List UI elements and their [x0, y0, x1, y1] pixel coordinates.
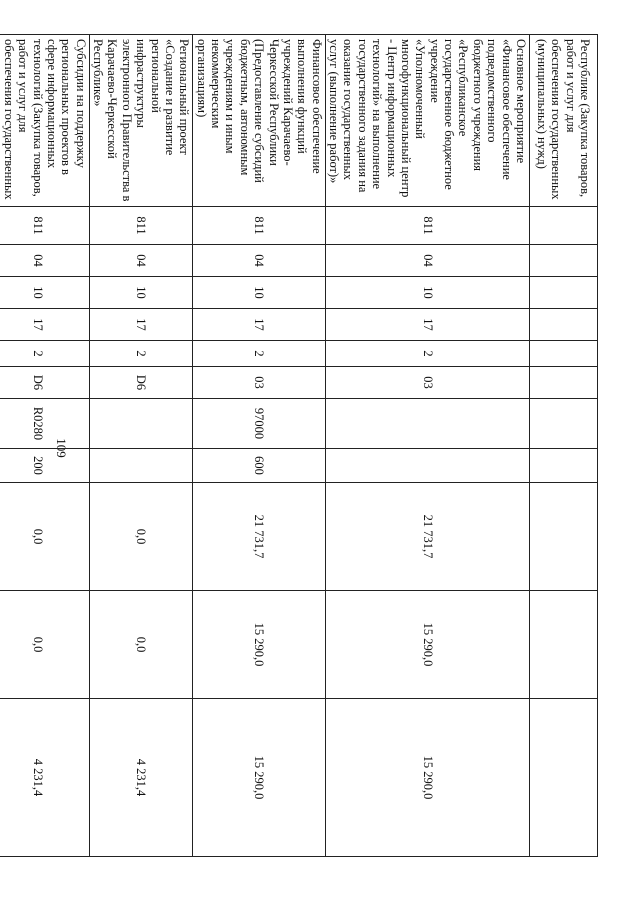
cell-section — [530, 245, 598, 277]
cell-ministry — [530, 207, 598, 245]
cell-dir: 97000 — [193, 399, 325, 449]
table-row — [89, 35, 193, 857]
cell-y1: 21 731,7 — [325, 483, 529, 591]
cell-dir — [89, 399, 193, 449]
cell-dir — [530, 399, 598, 449]
cell-subsection: 10 — [89, 277, 193, 309]
cell-subprog: 2 — [0, 341, 89, 367]
cell-y1: 0,0 — [89, 483, 193, 591]
cell-section: 04 — [325, 245, 529, 277]
cell-kvr: 200 — [0, 449, 89, 483]
cell-kvr — [325, 449, 529, 483]
table-row — [325, 35, 529, 857]
cell-subsection — [530, 277, 598, 309]
cell-ministry: 811 — [89, 207, 193, 245]
cell-subprog: 2 — [89, 341, 193, 367]
table-row — [193, 35, 325, 857]
cell-y3: 15 290,0 — [193, 699, 325, 857]
cell-y2 — [530, 591, 598, 699]
cell-main — [530, 367, 598, 399]
cell-section: 04 — [89, 245, 193, 277]
cell-subprog: 2 — [325, 341, 529, 367]
cell-ministry: 811 — [0, 207, 89, 245]
cell-kvr: 600 — [193, 449, 325, 483]
cell-dir — [325, 399, 529, 449]
cell-main: 03 — [325, 367, 529, 399]
cell-kvr — [530, 449, 598, 483]
cell-name: Региональный проект «Создание и развитие региональной инфраструктуры электронного Правительства в Карачаево-Черкесской Республике» — [89, 35, 193, 207]
cell-prog: 17 — [193, 309, 325, 341]
cell-main: 03 — [193, 367, 325, 399]
cell-subprog: 2 — [193, 341, 325, 367]
cell-prog — [530, 309, 598, 341]
cell-y3: 15 290,0 — [325, 699, 529, 857]
cell-y2: 0,0 — [89, 591, 193, 699]
budget-table — [0, 34, 598, 857]
cell-name: Финансовое обеспечение выполнения функций учреждений Карачаево-Черкесской Республики (Предоставление субсидий бюджетным, автономным учреждениям и иным некоммерческим организациям) — [193, 35, 325, 207]
cell-subsection: 10 — [325, 277, 529, 309]
cell-y2: 15 290,0 — [325, 591, 529, 699]
cell-ministry: 811 — [193, 207, 325, 245]
page-number: 109 — [53, 438, 69, 458]
table-row — [0, 35, 89, 857]
cell-y3: 4 231,4 — [0, 699, 89, 857]
cell-prog: 17 — [89, 309, 193, 341]
cell-subsection: 10 — [193, 277, 325, 309]
cell-y1: 21 731,7 — [193, 483, 325, 591]
table-row — [530, 35, 598, 857]
cell-prog: 17 — [0, 309, 89, 341]
cell-y1: 0,0 — [0, 483, 89, 591]
cell-y2: 15 290,0 — [193, 591, 325, 699]
cell-section: 04 — [193, 245, 325, 277]
cell-y1 — [530, 483, 598, 591]
cell-name: Субсидии на поддержку региональных проектов в сфере информационных технологий (Закупка товаров, работ и услуг для обеспечения государственных — [0, 35, 89, 207]
cell-y3: 4 231,4 — [89, 699, 193, 857]
cell-dir: R0280 — [0, 399, 89, 449]
cell-main: D6 — [89, 367, 193, 399]
cell-kvr — [89, 449, 193, 483]
cell-subprog — [530, 341, 598, 367]
cell-name: Основное мероприятие «Финансовое обеспечение подведомственного бюджетного учреждения «Республиканское государственное бюджетное учреждение «Уполномоченный многофункциональный центр - Центр информационных технологий» на выполнение государственного задания на оказание государственных услуг (выполнение работ)» — [325, 35, 529, 207]
cell-name: Республике (Закупка товаров, работ и услуг для обеспечения государственных (муниципальных) нужд) — [530, 35, 598, 207]
cell-y3 — [530, 699, 598, 857]
cell-prog: 17 — [325, 309, 529, 341]
cell-subsection: 10 — [0, 277, 89, 309]
cell-y2: 0,0 — [0, 591, 89, 699]
cell-ministry: 811 — [325, 207, 529, 245]
cell-main: D6 — [0, 367, 89, 399]
cell-section: 04 — [0, 245, 89, 277]
